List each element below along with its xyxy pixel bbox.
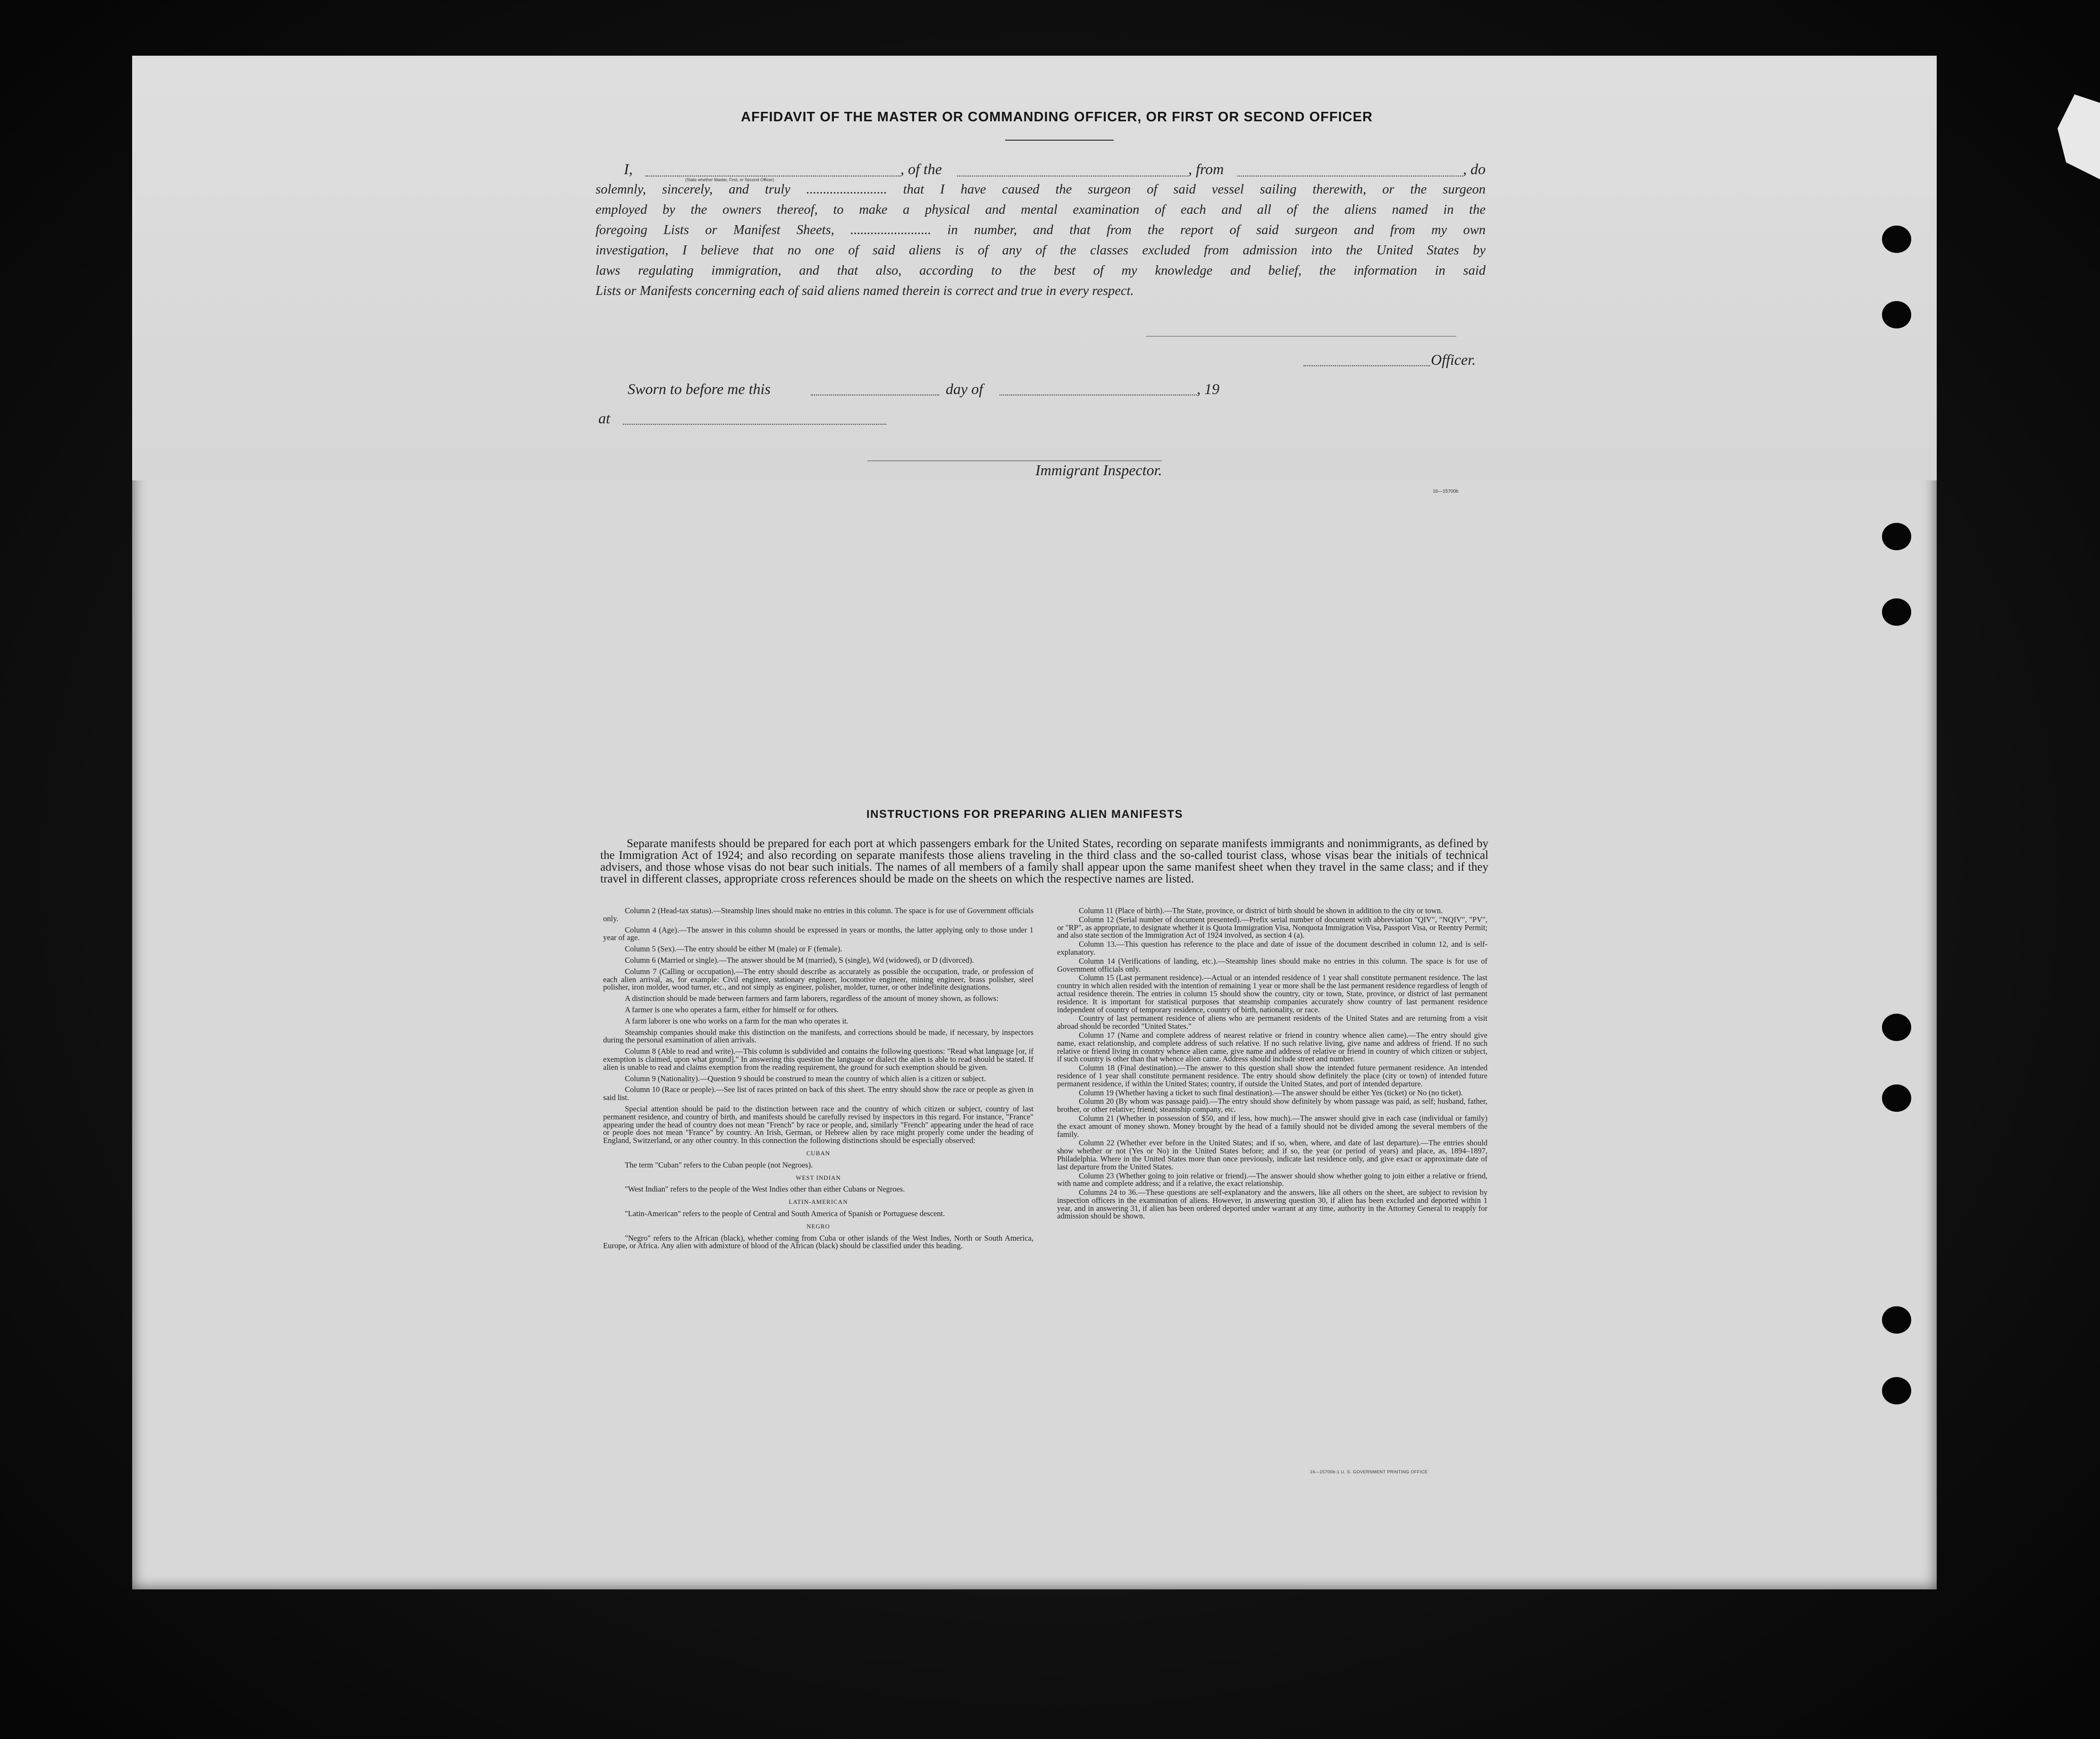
officer-signature-field[interactable] — [1303, 365, 1430, 366]
instruction-paragraph: Column 6 (Married or single).—The answer should be M (married), S (single), Wd (widowed), or D (divorced). — [625, 955, 974, 965]
instructions-title: INSTRUCTIONS FOR PREPARING ALIEN MANIFESTS — [866, 808, 1184, 821]
sworn-place-field[interactable] — [623, 424, 886, 425]
instruction-paragraph: Steamship companies should make this distinction on the manifests, and corrections should be made, if necessary, by inspectors during the personal examination of alien arrivals. — [603, 1027, 1033, 1045]
instruction-paragraph: Column 20 (By whom was passage paid).—The entry should show definitely by whom passage was paid, as self; husband, father, brother, or other relative; friend; steamship company, etc. — [1057, 1097, 1487, 1114]
affidavit-line: investigation, I believe that no one of said aliens is of any of the classes excluded from admission into the United States by — [596, 243, 1486, 258]
affidavit-i: I, — [624, 160, 633, 177]
punch-hole-1 — [1882, 226, 1911, 253]
heading-west-indian: WEST INDIAN — [796, 1174, 841, 1181]
form-number: 16—15700b — [1433, 489, 1459, 494]
punch-hole-4 — [1882, 598, 1911, 626]
affidavit-line: solemnly, sincerely, and truly ........................ that I have caused the surgeon of said vessel sailing therewith, or the surgeon — [596, 182, 1486, 197]
affidavit-line: Lists or Manifests concerning each of said aliens named therein is correct and true in every respect. — [596, 284, 1134, 298]
instruction-paragraph: A farmer is one who operates a farm, either for himself or for others. — [625, 1005, 839, 1014]
day-of-label: day of — [946, 380, 983, 397]
instruction-paragraph: Column 4 (Age).—The answer in this column should be expressed in years or months, the latter applying only to those under 1 year of age. — [603, 925, 1033, 942]
punch-hole-6 — [1882, 1084, 1911, 1112]
instruction-paragraph: Columns 24 to 36.—These questions are self-explanatory and the answers, like all others on the sheet, are subject to revision by inspection officers in the examination of aliens. However, in answering question 30, if alien has been excluded and deported within 1 year, and in answering 31, if alien has been ordered deported under warrant at any time, authority in the Attorney General to reapply for admission should be shown. — [1057, 1188, 1487, 1221]
punch-hole-8 — [1882, 1377, 1911, 1404]
heading-cuban: CUBAN — [806, 1149, 831, 1157]
instruction-paragraph: "Latin-American" refers to the people of Central and South America of Spanish or Portuguese descent. — [625, 1209, 945, 1218]
instruction-paragraph: Column 13.—This question has reference to the place and date of issue of the document described in column 12, and is self-explanatory. — [1057, 940, 1487, 957]
instruction-paragraph: Column 10 (Race or people).—See list of races printed on back of this sheet. The entry should show the race or people as given in said list. — [603, 1085, 1033, 1102]
instruction-paragraph: Column 15 (Last permanent residence).—Actual or an intended residence of 1 year shall constitute permanent residence. The last country in which alien resided with the intention of remaining 1 year or more shall be the last permanent residence regardless of length of actual residence therein. The entries in column 15 should show the country, city or town, State, province, or district of last permanent residence. It is important for statistical purposes that steamship companies accurately show country of last permanent residence independent of country of temporary residence, country of birth, nationality, or race. — [1057, 973, 1487, 1014]
instruction-paragraph: Column 22 (Whether ever before in the United States; and if so, when, where, and date of last departure).—The entries should show whether or not (Yes or No) in the United States before; and if so, the year (or period of years) and place, as, 1894–1897, Philadelphia. Where in the United States more than once previously, indicate last residence only, and give exact or approximate date of last departure from the United States. — [1057, 1138, 1487, 1171]
instruction-paragraph: Column 14 (Verifications of landing, etc.).—Steamship lines should make no entries in this column. The space is for use of Government officials only. — [1057, 956, 1487, 974]
heading-negro: NEGRO — [806, 1222, 830, 1230]
affidavit-do: , do — [1463, 160, 1486, 177]
instruction-paragraph: Column 17 (Name and complete address of nearest relative or friend in country whence alien came).—The entry should give name, exact relationship, and complete address of such relative. If no such relative living, give name and address of friend. If no such relative or friend living in country whence alien came, give name and address of relative or friend in country of which citizen or subject, if such country is other than that whence alien came. Address should include street and number. — [1057, 1030, 1487, 1064]
instruction-paragraph: Column 23 (Whether going to join relative or friend).—The answer should show whether going to join either a relative or friend, with name and complete address; and if a relative, the exact relationship. — [1057, 1171, 1487, 1188]
punch-hole-3 — [1882, 523, 1911, 550]
year-label: , 19 — [1197, 380, 1219, 397]
officer-rank-note: (State whether Master, First, or Second Officer) — [685, 177, 774, 182]
instruction-paragraph: "West Indian" refers to the people of the West Indies other than either Cubans or Negroes. — [625, 1185, 905, 1194]
punch-hole-5 — [1882, 1014, 1911, 1041]
instruction-paragraph: "Negro" refers to the African (black), whether coming from Cuba or other islands of the West Indies, North or South America, Europe, or Africa. Any alien with admixture of blood of the African (black) should be classified under this heading. — [603, 1233, 1033, 1251]
instruction-paragraph: Column 8 (Able to read and write).—This column is subdivided and contains the following questions: "Read what language [or, if exemption is claimed, upon what ground]." In answering this question the language or dialect the alien is able to read should be stated. If alien is unable to read and claims exemption from the reading requirement, the ground for such exemption should be given. — [603, 1047, 1033, 1072]
affidavit-from: , from — [1188, 160, 1224, 177]
affidavit-title: AFFIDAVIT OF THE MASTER OR COMMANDING OFFICER, OR FIRST OR SECOND OFFICER — [741, 109, 1373, 125]
instruction-paragraph: Column 12 (Serial number of document presented).—Prefix serial number of document with abbreviation "QIV", "NQIV", "PV", or "RP", as appropriate, to designate whether it is Quota Immigration Visa, Nonquota Immigration Visa, Passport Visa, or Reentry Permit; and also state section of the Immigration Act of 1924 involved, as section 4 (a). — [1057, 915, 1487, 940]
instruction-paragraph: Column 18 (Final destination).—The answer to this question shall show the intended future permanent residence. An intended residence of 1 year shall constitute permanent residence. The entry should show definitely the place (city or town) of intended future permanent residence, if within the United States; country, if outside the United States, and port of intended departure. — [1057, 1063, 1487, 1088]
instruction-paragraph: Special attention should be paid to the distinction between race and the country of which citizen or subject, country of last permanent residence, and country of birth, and manifests should be carefully revised by inspectors in this regard. For instance, "France" appearing under the head of country does not mean "French" by race or people, and, similarly "French" appearing under the head of race or people does not mean "France" by country. An Irish, German, or Hebrew alien by race might properly come under the heading of England, Switzerland, or any other country. In this connection the following distinctions should be especially observed: — [603, 1104, 1033, 1145]
affidavit-of-the: , of the — [900, 160, 942, 177]
instructions-intro: Separate manifests should be prepared for each port at which passengers embark for the United States, recording on separate manifests immigrants and nonimmigrants, as defined by the Immigration Act of 1924; and also recording on separate manifests those aliens traveling in the third class and the so-called tourist class, whose visas bear the initials of technical advisers, and those whose visas do not bear such initials. The names of all members of a family shall appear upon the same manifest sheet when they travel in the same class; and if they travel in different classes, appropriate cross references should be made on the sheets on which the respective names are listed. — [600, 837, 1488, 885]
instruction-paragraph: A farm laborer is one who works on a farm for the man who operates it. — [625, 1016, 848, 1025]
heading-latin-american: LATIN-AMERICAN — [789, 1198, 848, 1206]
sworn-label: Sworn to before me this — [628, 380, 771, 397]
instruction-paragraph: Column 11 (Place of birth).—The State, province, or district of birth should be shown in addition to the city or town. — [1079, 906, 1443, 915]
printing-office-footer: 16—15700b-1 U. S. GOVERNMENT PRINTING OFFICE — [1310, 1470, 1428, 1474]
affidavit-line: laws regulating immigration, and that also, according to the best of my knowledge and belief, the information in said — [596, 263, 1486, 278]
instruction-paragraph: Country of last permanent residence of aliens who are permanent residents of the United States and are returning from a visit abroad should be recorded "United States." — [1057, 1014, 1487, 1031]
affidavit-line: employed by the owners thereof, to make a physical and mental examination of each and all of the aliens named in the — [596, 202, 1486, 217]
affidavit-line: foregoing Lists or Manifest Sheets, ........................ in number, and that from the report of said surgeon and from my own — [596, 223, 1486, 237]
affidavit-body — [596, 179, 1486, 301]
instruction-paragraph: Column 9 (Nationality).—Question 9 should be construed to mean the country of which alien is a citizen or subject. — [625, 1074, 986, 1083]
at-label: at — [598, 410, 610, 427]
instructions-right-column — [1057, 907, 1487, 1221]
title-divider — [1005, 140, 1114, 141]
inspector-label: Immigrant Inspector. — [1035, 462, 1162, 479]
instruction-paragraph: A distinction should be made between farmers and farm laborers, regardless of the amount of money shown, as follows: — [625, 994, 999, 1003]
instruction-paragraph: Column 5 (Sex).—The entry should be either M (male) or F (female). — [625, 944, 842, 954]
instruction-paragraph: Column 19 (Whether having a ticket to such final destination).—The answer should be either Yes (ticket) or No (no ticket). — [1079, 1088, 1463, 1097]
instruction-paragraph: Column 2 (Head-tax status).—Steamship lines should make no entries in this column. The space is for use of Government officials only. — [603, 906, 1033, 923]
instructions-left-column — [603, 907, 1033, 1253]
instruction-paragraph: Column 21 (Whether in possession of $50, and if less, how much).—The answer should give in each case (individual or family) the exact amount of money shown. Money brought by the head of a family should not be divided among the several members of the family. — [1057, 1113, 1487, 1139]
instruction-paragraph: Column 7 (Calling or occupation).—The entry should describe as accurately as possible the occupation, trade, or profession of each alien arrival, as, for example: Civil engineer, stationary engineer, locomotive engineer, mining engineer, brass polisher, steel polisher, iron molder, wood turner, etc., and not simply as engineer, polisher, molder, turner, or other indefinite designations. — [603, 966, 1033, 992]
officer-label: Officer. — [1431, 351, 1476, 368]
punch-hole-2 — [1882, 301, 1911, 328]
punch-hole-7 — [1882, 1306, 1911, 1334]
instruction-paragraph: The term "Cuban" refers to the Cuban people (not Negroes). — [625, 1160, 813, 1169]
